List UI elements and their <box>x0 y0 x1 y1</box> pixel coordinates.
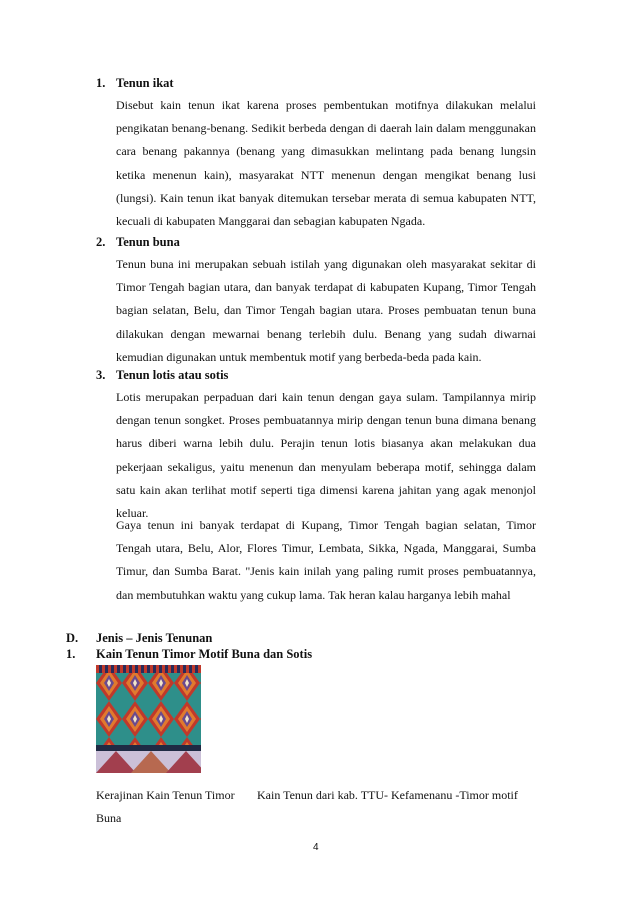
paragraph: Gaya tenun ini banyak terdapat di Kupang, Timor Tengah bagian selatan, Timor Tengah utara, Belu, Alor, Flores Timur, Lembata, Sikka, Ngada, Manggarai, Sumba Timur, dan Sumba Barat. "Jenis kain inilah yang paling rumit proses pembuatannya, dan membutuhkan waktu yang cukup lama. Tak heran kalau harganya lebih mahal <box>116 518 536 602</box>
caption-wrap: Buna <box>96 811 122 825</box>
caption-left: Kerajinan Kain Tenun Timor <box>96 788 235 802</box>
section-number: 3. <box>96 368 106 382</box>
page-number: 4 <box>313 842 319 853</box>
section-d-heading <box>66 631 212 645</box>
section-number: 2. <box>96 235 106 249</box>
section-d-title: Jenis – Jenis Tenunan <box>96 631 213 645</box>
section-heading: Tenun ikat <box>116 76 174 90</box>
section-number: 1. <box>96 76 106 90</box>
subsection-title: Kain Tenun Timor Motif Buna dan Sotis <box>96 647 313 661</box>
figure-caption <box>96 784 518 830</box>
caption-right: Kain Tenun dari kab. TTU- Kefamenanu -Timor motif <box>257 788 518 802</box>
paragraph: Tenun buna ini merupakan sebuah istilah yang digunakan oleh masyarakat sekitar di Timor Tengah bagian utara, dan banyak terdapat di kabupaten Kupang, Timor Tengah bagian selatan, Belu, dan Timor Tengah bagian utara. Proses pembuatan tenun buna dilakukan dengan mewarnai benang terlebih dulu. Benang yang sudah diwarnai kemudian digunakan untuk membentuk motif yang berbeda-beda pada kain. <box>116 257 536 364</box>
paragraph: Lotis merupakan perpaduan dari kain tenun dengan gaya sulam. Tampilannya mirip dengan tenun songket. Proses pembuatannya mirip dengan tenun buna dimana benang harus diberi warna lebih dulu. Perajin tenun lotis biasanya akan melakukan dua pekerjaan sekaligus, yaitu menenun dan menyulam beberapa motif, sehingga dalam satu kain akan terlihat motif seperti tiga dimensi karena jahitan yang agak menonjol keluar. <box>116 390 536 521</box>
subsection-number: 1. <box>66 647 76 661</box>
paragraph: Disebut kain tenun ikat karena proses pembentukan motifnya dilakukan melalui pengikatan benang-benang. Sedikit berbeda dengan di daerah lain dalam menggunakan cara benang pakannya (benang yang dimasukkan melintang pada benang lungsin ketika menenun kain), masyarakat NTT menenun dengan mengikat benang lusi (lungsi). Kain tenun ikat banyak ditemukan tersebar merata di semua kabupaten NTT, kecuali di kabupaten Manggarai dan sebagian kabupaten Ngada. <box>116 98 536 229</box>
subsection-heading <box>66 647 312 661</box>
section-heading: Tenun buna <box>116 235 180 249</box>
section-letter: D. <box>66 631 79 645</box>
woven-cloth-image <box>96 665 201 773</box>
section-heading: Tenun lotis atau sotis <box>116 368 229 382</box>
